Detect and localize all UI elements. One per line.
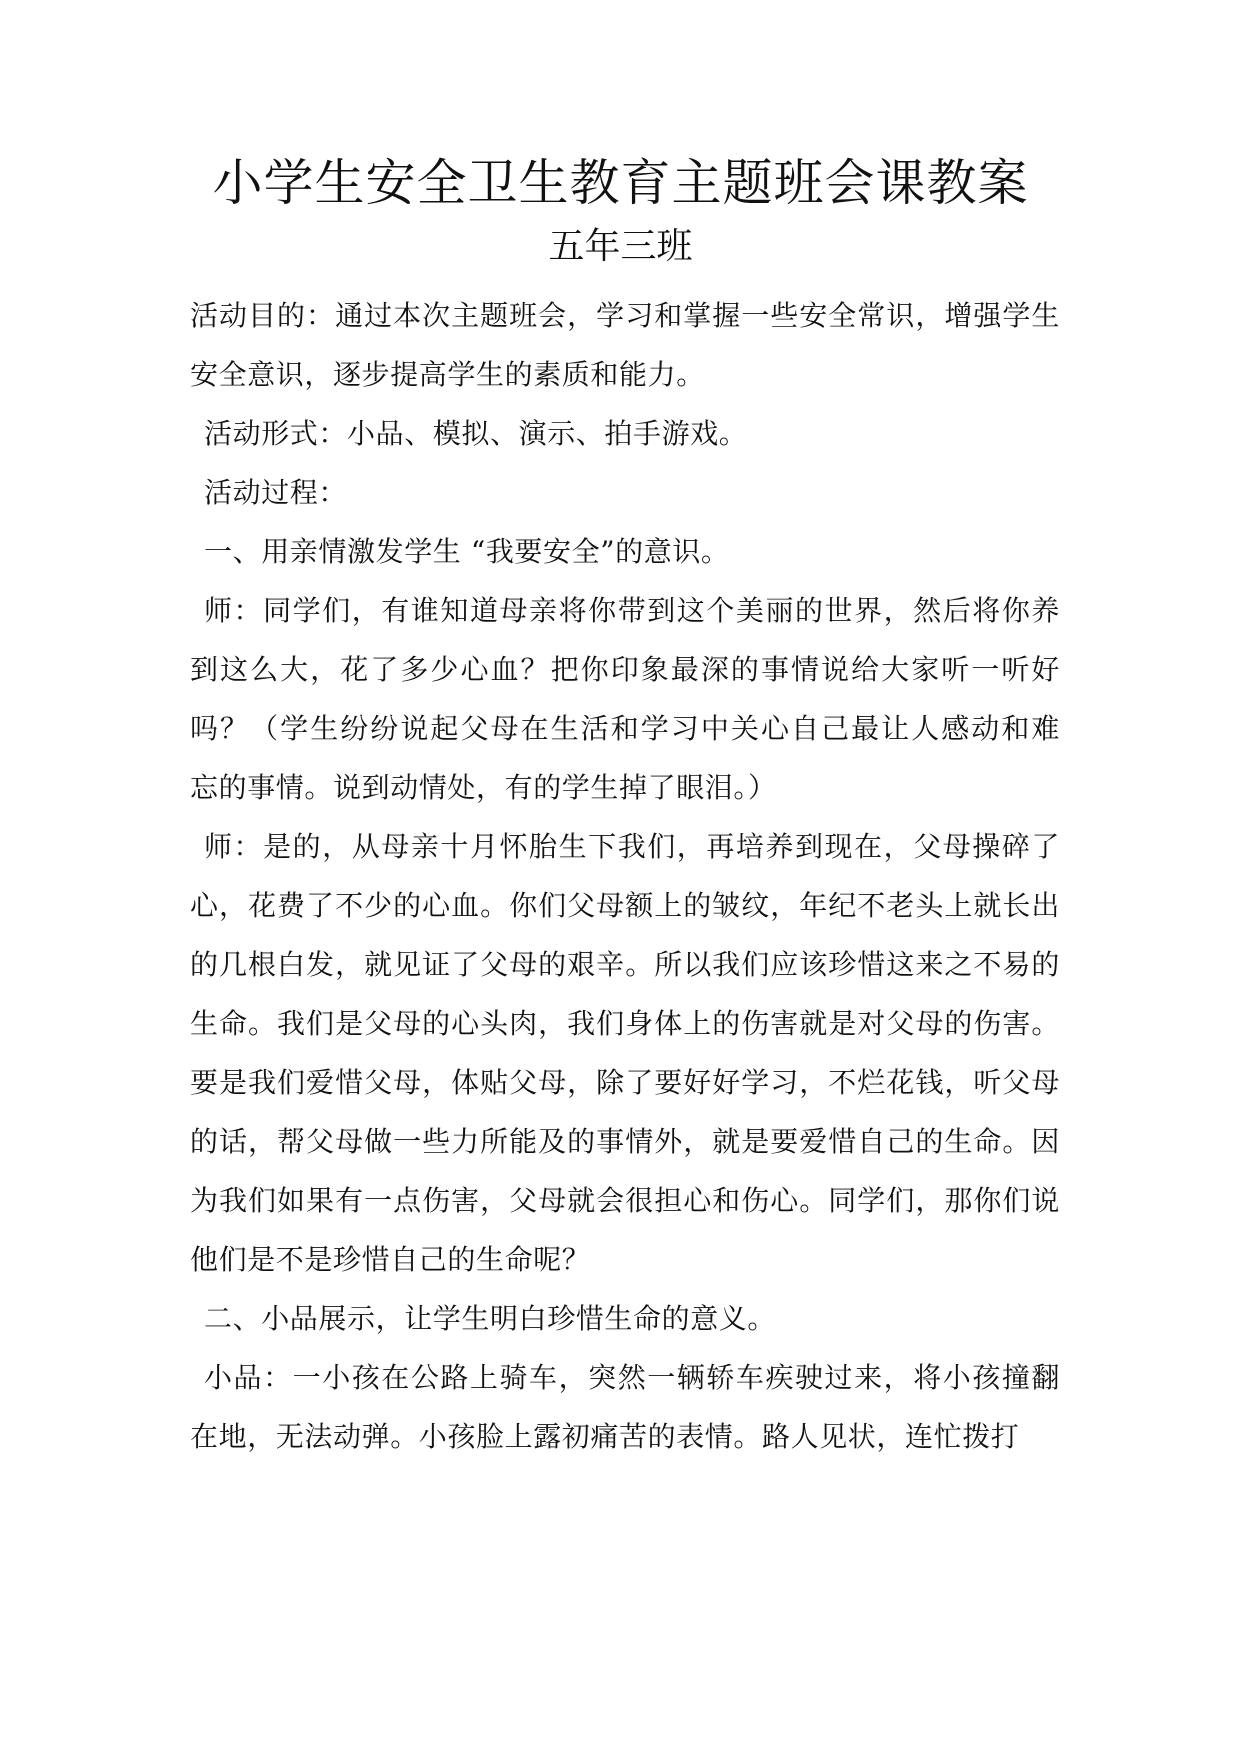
paragraph-line: 的几根白发，就见证了父母的艰辛。所以我们应该珍惜这来之不易的 [190,948,1060,981]
paragraph-line: 的话，帮父母做一些力所能及的事情外，就是要爱惜自己的生命。因 [190,1125,1060,1158]
paragraph-line: 为我们如果有一点伤害，父母就会很担心和伤心。同学们，那你们说 [190,1184,1060,1217]
paragraph-line: 到这么大，花了多少心血？把你印象最深的事情说给大家听一听好 [190,653,1060,686]
paragraph-line: 活动目的：通过本次主题班会，学习和掌握一些安全常识，增强学生 [190,299,1060,332]
paragraph-line: 在地，无法动弹。小孩脸上露初痛苦的表情。路人见状，连忙拨打 [190,1420,1020,1453]
document-subtitle: 五年三班 [548,226,693,267]
paragraph-line: 活动形式：小品、模拟、演示、拍手游戏。 [204,417,748,450]
paragraph-line: 要是我们爱惜父母，体贴父母，除了要好好学习，不烂花钱，听父母 [190,1066,1060,1099]
paragraph-line: 心，花费了不少的心血。你们父母额上的皱纹，年纪不老头上就长出 [190,889,1060,922]
document-title: 小学生安全卫生教育主题班会课教案 [212,154,1029,212]
paragraph-line: 吗？（学生纷纷说起父母在生活和学习中关心自己最让人感动和难 [190,712,1060,745]
document-body [190,286,1060,1466]
paragraph-line: 活动过程： [204,476,348,509]
section-heading: 二、小品展示，让学生明白珍惜生命的意义。 [204,1302,777,1335]
paragraph-line: 忘的事情。说到动情处，有的学生掉了眼泪。） [190,771,777,804]
paragraph-line: 小品：一小孩在公路上骑车，突然一辆轿车疾驶过来，将小孩撞翻 [204,1361,1060,1394]
paragraph-line: 安全意识，逐步提高学生的素质和能力。 [190,358,705,391]
paragraph-line: 师：同学们，有谁知道母亲将你带到这个美丽的世界，然后将你养 [204,594,1060,627]
section-heading: 一、用亲情激发学生 “我要安全”的意识。 [204,535,730,568]
paragraph-line: 他们是不是珍惜自己的生命呢？ [190,1243,591,1276]
paragraph-line: 生命。我们是父母的心头肉，我们身体上的伤害就是对父母的伤害。 [190,1007,1060,1040]
paragraph-line: 师：是的，从母亲十月怀胎生下我们，再培养到现在，父母操碎了 [204,830,1060,863]
